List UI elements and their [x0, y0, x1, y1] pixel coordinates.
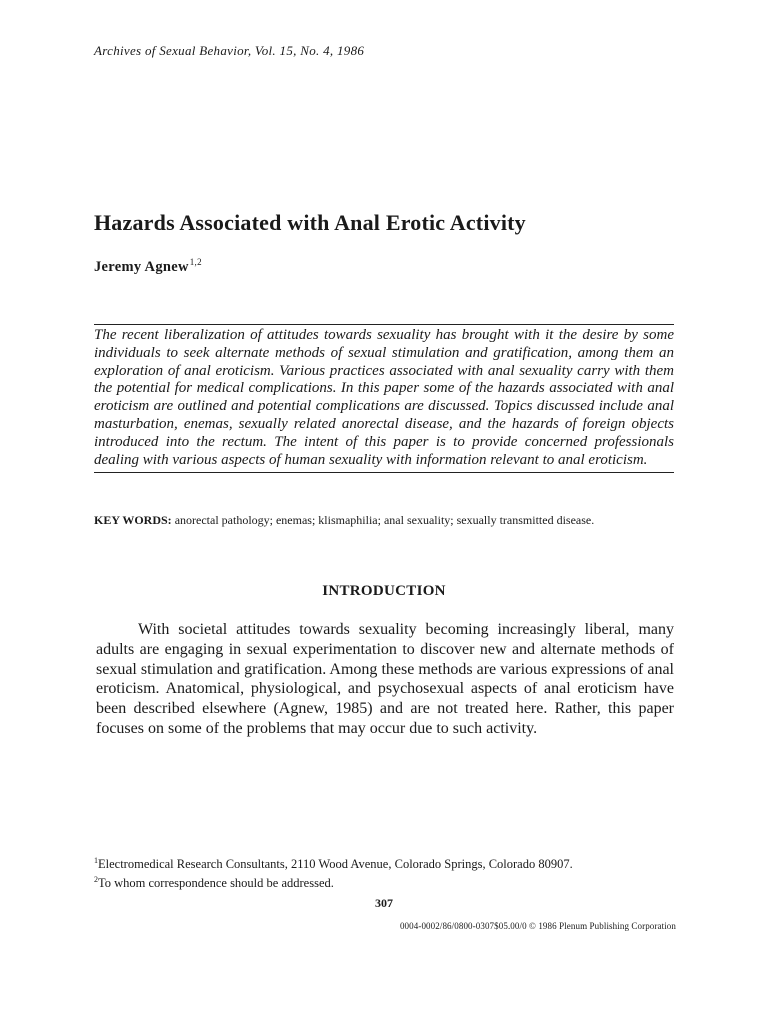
footnote-text: Electromedical Research Consultants, 2110 Wood Avenue, Colorado Springs, Colorado 80907. [98, 857, 573, 872]
abstract: The recent liberalization of attitudes towards sexuality has brought with it the desire by some individuals to seek alternate methods of sexual stimulation and gratification, among them an exploration of anal eroticism. Various practices associated with anal sexuality carry with them the potential for medical complications. In this paper some of the hazards associated with anal eroticism are outlined and potential complications are discussed. Topics discussed include anal masturbation, enemas, sexually related anorectal disease, and the hazards of foreign objects introduced into the rectum. The intent of this paper is to provide concerned professionals dealing with various aspects of human sexuality with information relevant to anal eroticism. [94, 324, 674, 473]
keywords-label: KEY WORDS: [94, 513, 172, 527]
keywords [94, 513, 674, 528]
introduction-paragraph: With societal attitudes towards sexuality becoming increasingly liberal, many adults are engaging in sexual experimentation to discover new and alternate methods of sexual stimulation and gratification. Among these methods are various expressions of anal eroticism. Anatomical, physiological, and psychosexual aspects of anal eroticism have been described elsewhere (Agnew, 1985) and are not treated here. Rather, this paper focuses on some of the problems that may occur due to such activity. [96, 621, 674, 737]
footnote-mark: 2 [94, 875, 98, 885]
copyright-line: 0004-0002/86/0800-0307$05.00/0 © 1986 Plenum Publishing Corporation [399, 921, 676, 931]
author-name: Jeremy Agnew [94, 258, 189, 275]
author-affiliation-marks: 1,2 [189, 257, 202, 267]
running-head: Archives of Sexual Behavior, Vol. 15, No. 4, 1986 [94, 43, 365, 58]
footnote-text: To whom correspondence should be addressed. [98, 876, 334, 891]
footnote-mark: 1 [94, 856, 98, 865]
author-line [94, 257, 202, 276]
footnote-1 [94, 853, 674, 872]
footnote-2 [94, 872, 674, 891]
keywords-text: anorectal pathology; enemas; klismaphilia; anal sexuality; sexually transmitted disease. [171, 513, 595, 527]
section-heading-introduction: INTRODUCTION [322, 583, 446, 599]
article-title: Hazards Associated with Anal Erotic Activity [94, 210, 526, 235]
footnotes [94, 853, 674, 891]
page-number: 307 [375, 896, 393, 910]
